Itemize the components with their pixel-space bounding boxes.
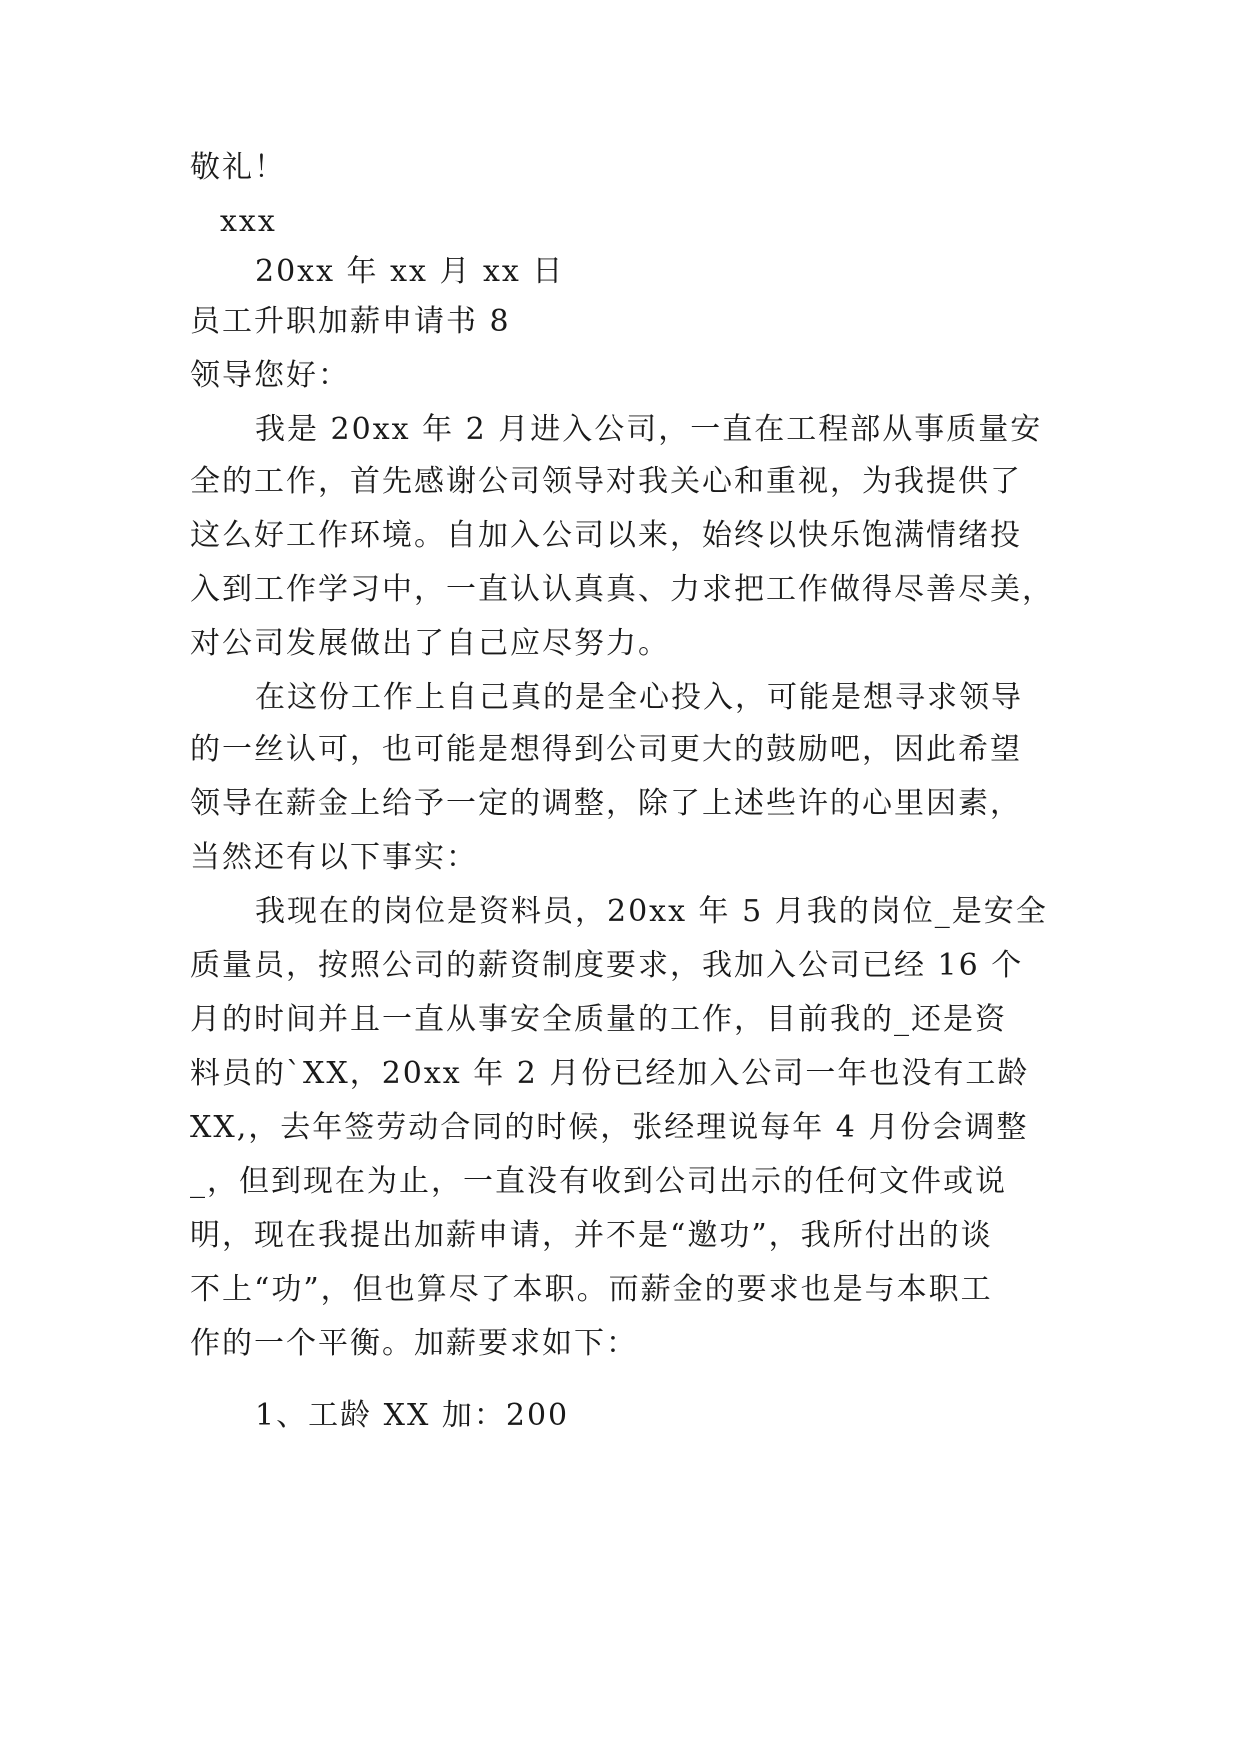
paragraph3-line: XX,，去年签劳动合同的时候，张经理说每年 4 月份会调整 (190, 1110, 1029, 1145)
paragraph3-line: _，但到现在为止，一直没有收到公司出示的任何文件或说 (190, 1164, 1007, 1199)
paragraph1-line: 我是 20xx 年 2 月进入公司，一直在工程部从事质量安 (255, 412, 1043, 447)
paragraph2-line: 当然还有以下事实： (190, 840, 478, 875)
paragraph1-line: 对公司发展做出了自己应尽努力。 (190, 626, 670, 661)
paragraph3-line: 料员的`XX，20xx 年 2 月份已经加入公司一年也没有工龄 (190, 1056, 1030, 1091)
paragraph1-line: 全的工作，首先感谢公司领导对我关心和重视，为我提供了 (190, 464, 1022, 499)
closing-salutation: 敬礼！ (190, 150, 286, 185)
paragraph3-line: 质量员，按照公司的薪资制度要求，我加入公司已经 16 个 (190, 948, 1024, 983)
paragraph1-line: 入到工作学习中，一直认认真真、力求把工作做得尽善尽美， (190, 572, 1054, 607)
raise-request-item: 1、工龄 XX 加：200 (255, 1398, 570, 1433)
paragraph2-line: 在这份工作上自己真的是全心投入，可能是想寻求领导 (255, 680, 1023, 715)
paragraph2-line: 领导在薪金上给予一定的调整，除了上述些许的心里因素， (190, 786, 1022, 821)
greeting: 领导您好： (190, 358, 350, 393)
paragraph3-line: 月的时间并且一直从事安全质量的工作，目前我的_还是资 (190, 1002, 1007, 1037)
paragraph3-line: 明，现在我提出加薪申请，并不是“邀功”，我所付出的谈 (190, 1218, 993, 1253)
paragraph3-line: 不上“功”，但也算尽了本职。而薪金的要求也是与本职工 (190, 1272, 993, 1307)
paragraph3-line: 作的一个平衡。加薪要求如下： (190, 1326, 638, 1361)
paragraph3-line: 我现在的岗位是资料员，20xx 年 5 月我的岗位_是安全 (255, 894, 1048, 929)
paragraph2-line: 的一丝认可，也可能是想得到公司更大的鼓励吧，因此希望 (190, 732, 1022, 767)
paragraph1-line: 这么好工作环境。自加入公司以来，始终以快乐饱满情绪投 (190, 518, 1022, 553)
signature-date: 20xx 年 xx 月 xx 日 (255, 254, 565, 289)
document-title: 员工升职加薪申请书 8 (190, 304, 511, 339)
signature-name: xxx (220, 204, 277, 239)
